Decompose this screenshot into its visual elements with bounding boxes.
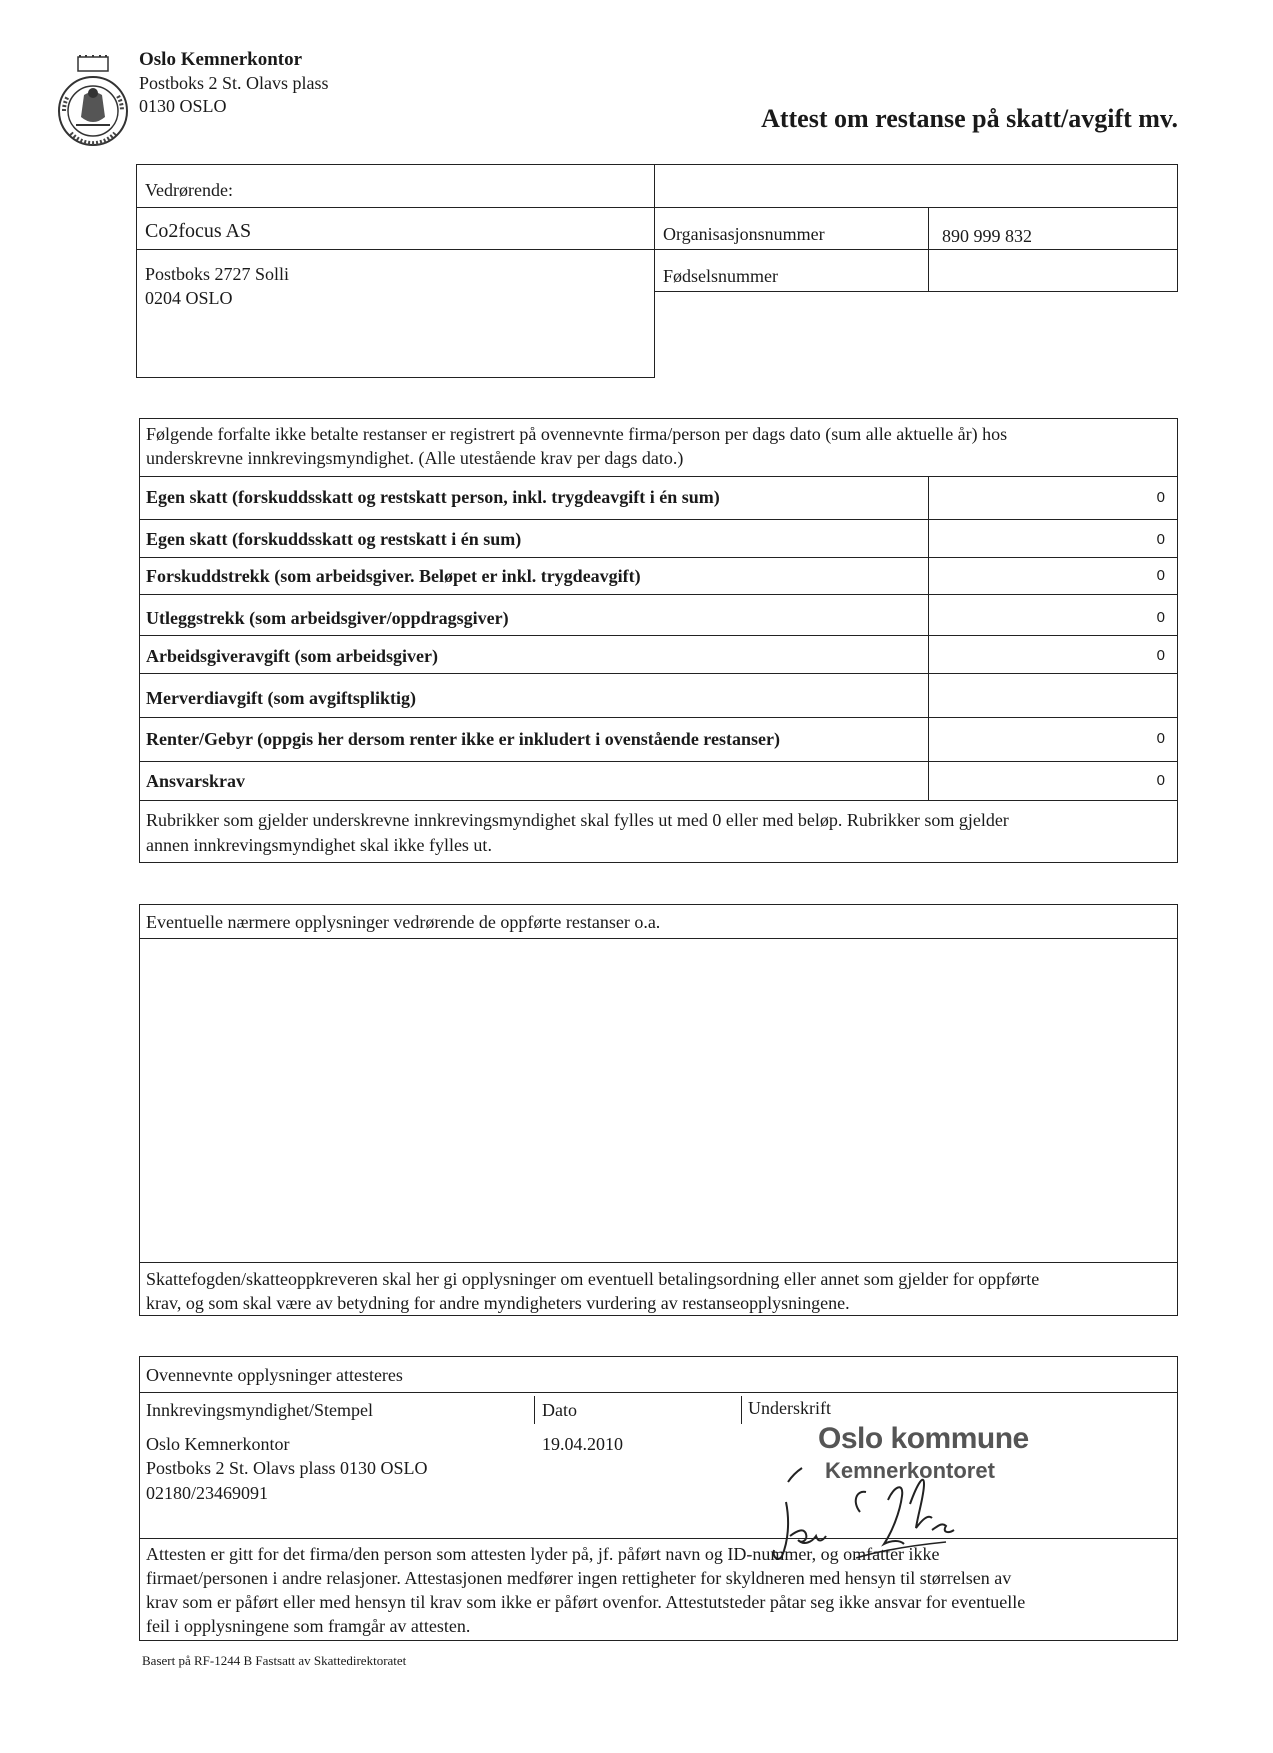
arrears-row-label: Merverdiavgift (som avgiftspliktig) [146,688,416,708]
details-note-line2: krav, og som skal være av betydning for andre myndigheters vurdering av restanseopplysningene. [146,1293,850,1313]
attest-heading: Ovennevnte opplysninger attesteres [146,1365,403,1385]
document-title: Attest om restanse på skatt/avgift mv. [761,104,1178,133]
party-address-line1: Postboks 2727 Solli [145,264,290,284]
disclaimer-line4: feil i opplysningene som framgår av attesten. [146,1616,471,1636]
arrears-row-label: Arbeidsgiveravgift (som arbeidsgiver) [146,646,438,666]
orgnr-value: 890 999 832 [942,226,1032,246]
attest-date: 19.04.2010 [542,1434,623,1454]
disclaimer-line3: krav som er påført eller med hensyn til krav som ikke er påført ovenfor. Attestutsteder påtar seg ikke ansvar for eventuelle [146,1592,1026,1612]
city-seal-logo [56,55,130,151]
arrears-row-value: 0 [1156,730,1165,747]
form-basis: Basert på RF-1244 B Fastsatt av Skattedirektoratet [142,1653,407,1668]
col-authority-label: Innkrevingsmyndighet/Stempel [146,1400,373,1420]
arrears-row-label: Egen skatt (forskuddsskatt og restskatt person, inkl. trygdeavgift i én sum) [146,487,720,507]
arrears-row-value: 0 [1156,647,1165,664]
authority-line1: Oslo Kemnerkontor [146,1434,290,1454]
details-note-line1: Skattefogden/skatteoppkreveren skal her gi opplysninger om eventuell betalingsordning eller annet som gjelder for oppførte [146,1269,1040,1289]
party-label: Vedrørende: [145,180,233,200]
authority-line2: Postboks 2 St. Olavs plass 0130 OSLO [146,1458,428,1478]
party-address-line2: 0204 OSLO [145,288,233,308]
arrears-row-label: Renter/Gebyr (oppgis her dersom renter ikke er inkludert i ovenstående restanser) [146,729,780,749]
arrears-note-line1: Rubrikker som gjelder underskrevne innkrevingsmyndighet skal fylles ut med 0 eller med beløp. Rubrikker som gjelder [146,810,1009,830]
arrears-row-label: Ansvarskrav [146,771,246,791]
arrears-row-value: 0 [1156,567,1165,584]
col-signature-label: Underskrift [748,1398,831,1418]
org-name: Oslo Kemnerkontor [139,49,303,70]
stamp-line2: Kemnerkontoret [825,1458,995,1483]
arrears-row-label: Egen skatt (forskuddsskatt og restskatt i én sum) [146,529,522,549]
org-address-line2: 0130 OSLO [139,96,227,116]
col-date-label: Dato [542,1400,577,1420]
arrears-row-label: Forskuddstrekk (som arbeidsgiver. Beløpet er inkl. trygdeavgift) [146,566,641,586]
details-box [139,904,1178,1316]
disclaimer-line2: firmaet/personen i andre relasjoner. Attestasjonen medfører ingen rettigheter for skyldneren med hensyn til størrelsen av [146,1568,1012,1588]
details-heading: Eventuelle nærmere opplysninger vedrørende de oppførte restanser o.a. [146,912,661,932]
arrears-row-value: 0 [1156,489,1165,506]
org-address-line1: Postboks 2 St. Olavs plass [139,73,329,93]
orgnr-label: Organisasjonsnummer [663,224,825,244]
stamp-line1: Oslo kommune [818,1422,1029,1455]
arrears-row-value: 0 [1156,772,1165,789]
fnr-label: Fødselsnummer [663,266,778,286]
authority-line3: 02180/23469091 [146,1483,269,1503]
oslo-city-seal-icon [56,55,130,151]
arrears-row-label: Utleggstrekk (som arbeidsgiver/oppdragsgiver) [146,608,509,628]
arrears-note-line2: annen innkrevingsmyndighet skal ikke fylles ut. [146,835,492,855]
arrears-row-value: 0 [1156,531,1165,548]
arrears-row-value: 0 [1156,609,1165,626]
arrears-intro-line1: Følgende forfalte ikke betalte restanser er registrert på ovennevnte firma/person per dags dato (sum alle aktuelle år) hos [146,424,1008,444]
party-name: Co2focus AS [145,220,252,242]
disclaimer-line1: Attesten er gitt for det firma/den person som attesten lyder på, jf. påført navn og ID-nummer, og omfatter ikke [146,1544,940,1564]
arrears-intro-line2: underskrevne innkrevingsmyndighet. (Alle utestående krav per dags dato.) [146,448,684,468]
